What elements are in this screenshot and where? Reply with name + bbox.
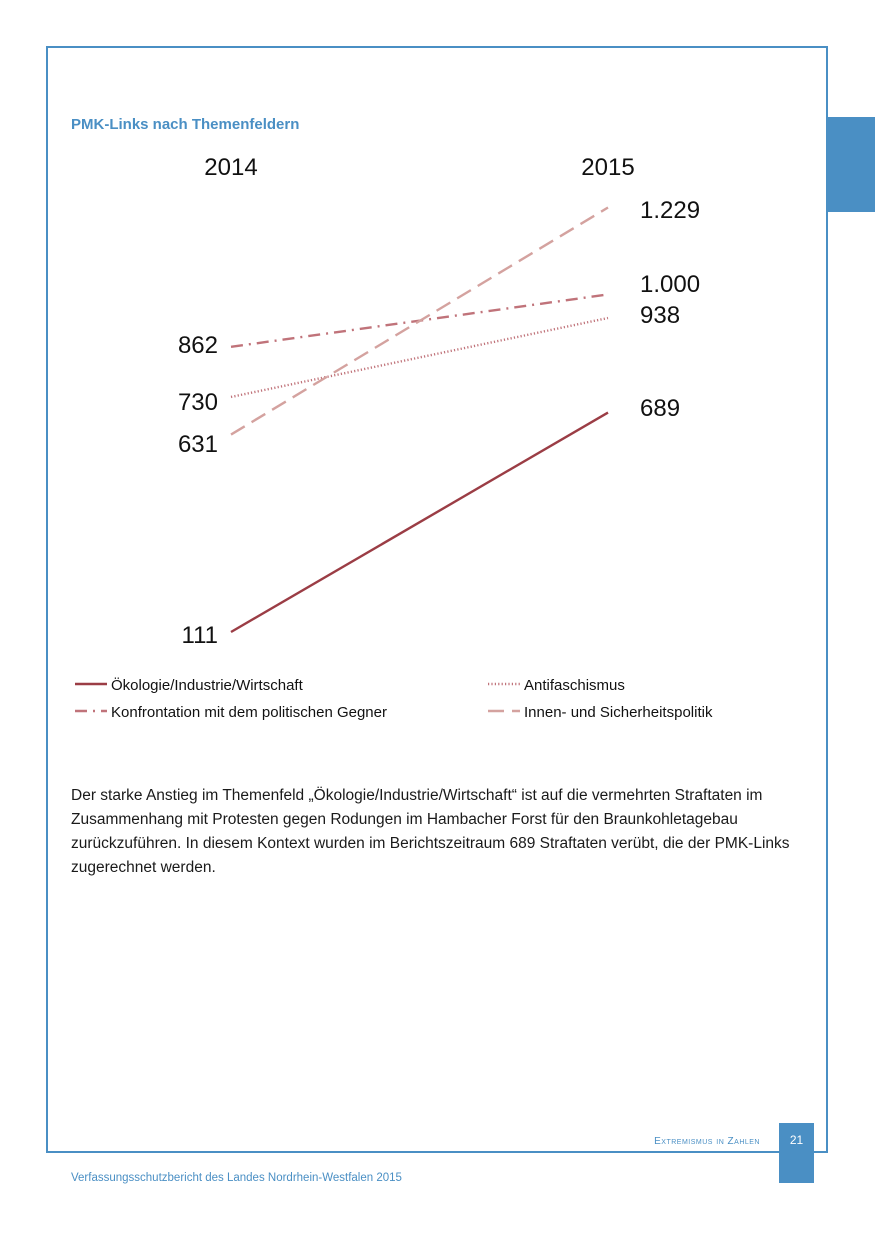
- data-label-2015-2: 1.000: [640, 271, 701, 298]
- publication-footer: Verfassungsschutzbericht des Landes Nordrhein-Westfalen 2015: [71, 1172, 402, 1184]
- legend-label-0: Ökologie/Industrie/Wirtschaft: [111, 677, 303, 694]
- chart-title: PMK-Links nach Themenfeldern: [71, 116, 300, 133]
- body-paragraph: Der starke Anstieg im Themenfeld „Ökologie/Industrie/Wirtschaft“ ist auf die vermehrten Straftaten im Zusammenhang mit Protesten gegen Rodungen im Hambacher Forst für den Braunkohletagebau zurückzuführen. In diesem Kontext wurden im Berichtszeitraum 689 Straftaten verübt, die der PMK-Links zugerechnet werden.: [71, 787, 790, 876]
- series-line-1: [231, 318, 608, 397]
- data-label-2015-0: 689: [640, 395, 681, 422]
- section-label: Extremismus in Zahlen: [654, 1136, 760, 1147]
- data-label-2015-3: 1.229: [640, 197, 701, 224]
- data-label-2014-2: 862: [177, 332, 218, 359]
- legend-label-2: Konfrontation mit dem politischen Gegner: [111, 704, 387, 721]
- data-label-2014-3: 631: [177, 431, 218, 458]
- data-label-2014-0: 111: [181, 622, 218, 649]
- data-label-2015-1: 938: [640, 302, 681, 329]
- x-label-2015: 2015: [581, 154, 635, 181]
- series-line-0: [231, 413, 608, 632]
- page-number: 21: [779, 1123, 814, 1183]
- data-label-2014-1: 730: [177, 389, 218, 416]
- x-label-2014: 2014: [204, 154, 258, 181]
- legend-label-3: Innen- und Sicherheitspolitik: [524, 704, 713, 721]
- series-line-3: [231, 208, 608, 435]
- legend-label-1: Antifaschismus: [524, 677, 625, 694]
